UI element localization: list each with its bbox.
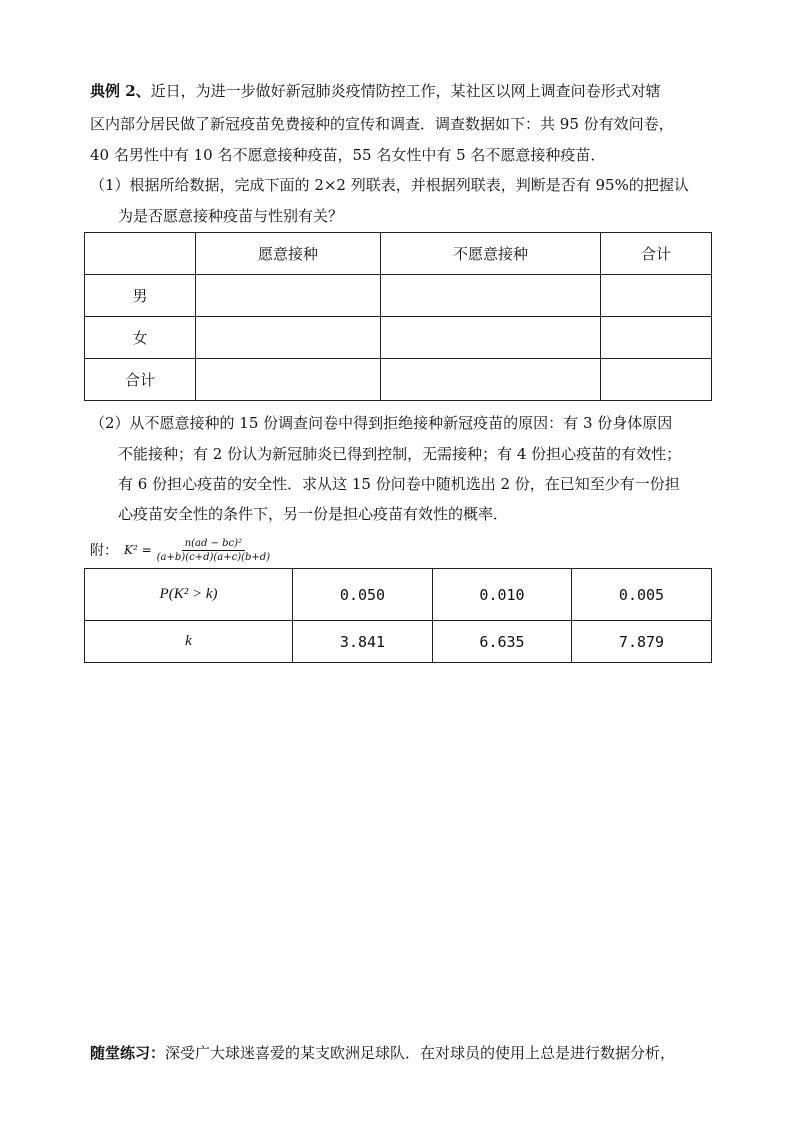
probability-label: P(K² > k) [85, 569, 293, 621]
k-label: k [85, 621, 293, 663]
table-row [85, 275, 712, 317]
practice-line [90, 1042, 675, 1064]
blank-cell [196, 275, 381, 317]
example-line-1 [90, 80, 661, 102]
blank-cell [381, 317, 601, 359]
question-1-line-1: （1）根据所给数据，完成下面的 2×2 列联表，并根据列联表，判断是否有 95%的把握认 [90, 176, 689, 194]
formula-lhs: K² = [124, 543, 152, 557]
header-unwilling: 不愿意接种 [381, 233, 601, 275]
header-corner [85, 233, 196, 275]
blank-cell [601, 317, 712, 359]
question-1-line-2: 为是否愿意接种疫苗与性别有关？ [118, 207, 344, 225]
table-row [85, 569, 712, 621]
table-row [85, 359, 712, 401]
blank-cell [381, 275, 601, 317]
header-total: 合计 [601, 233, 712, 275]
chi-square-formula [90, 534, 273, 566]
example-line-3: 40 名男性中有 10 名不愿意接种疫苗，55 名女性中有 5 名不愿意接种疫苗． [90, 146, 606, 164]
probability-value: 0.005 [572, 569, 712, 621]
example-text-1: 近日，为进一步做好新冠肺炎疫情防控工作，某社区以网上调查问卷形式对辖 [150, 82, 661, 100]
probability-value: 0.050 [293, 569, 433, 621]
probability-value: 0.010 [433, 569, 572, 621]
contingency-header-row [85, 233, 712, 275]
question-2-line-2: 不能接种；有 2 份认为新冠肺炎已得到控制，无需接种；有 4 份担心疫苗的有效性； [118, 445, 682, 463]
appendix-label: 附： [90, 543, 118, 559]
practice-label: 随堂练习： [90, 1044, 166, 1062]
blank-cell [196, 317, 381, 359]
question-2-line-3: 有 6 份担心疫苗的安全性．求从这 15 份问卷中随机选出 2 份，在已知至少有一份担 [118, 475, 680, 493]
table-row [85, 621, 712, 663]
practice-text: 深受广大球迷喜爱的某支欧洲足球队．在对球员的使用上总是进行数据分析， [165, 1044, 676, 1062]
contingency-table [84, 232, 712, 401]
row-label-total: 合计 [85, 359, 196, 401]
k-value: 3.841 [293, 621, 433, 663]
question-2-line-4: 心疫苗安全性的条件下，另一份是担心疫苗有效性的概率． [118, 505, 509, 523]
blank-cell [601, 275, 712, 317]
k-value: 6.635 [433, 621, 572, 663]
blank-cell [196, 359, 381, 401]
example-label: 典例 2、 [90, 82, 151, 100]
header-willing: 愿意接种 [196, 233, 381, 275]
question-2-line-1: （2）从不愿意接种的 15 份调查问卷中得到拒绝接种新冠疫苗的原因：有 3 份身体原因 [90, 414, 673, 432]
example-line-2: 区内部分居民做了新冠疫苗免费接种的宣传和调查．调查数据如下：共 95 份有效问卷， [90, 115, 674, 133]
table-row [85, 317, 712, 359]
critical-value-table [84, 568, 712, 663]
blank-cell [601, 359, 712, 401]
row-label-female: 女 [85, 317, 196, 359]
blank-cell [381, 359, 601, 401]
formula-numerator: n(ad − bc)² [182, 537, 245, 551]
row-label-male: 男 [85, 275, 196, 317]
k-value: 7.879 [572, 621, 712, 663]
formula-fraction [154, 537, 273, 564]
formula-denominator: (a+b)(c+d)(a+c)(b+d) [156, 551, 271, 563]
